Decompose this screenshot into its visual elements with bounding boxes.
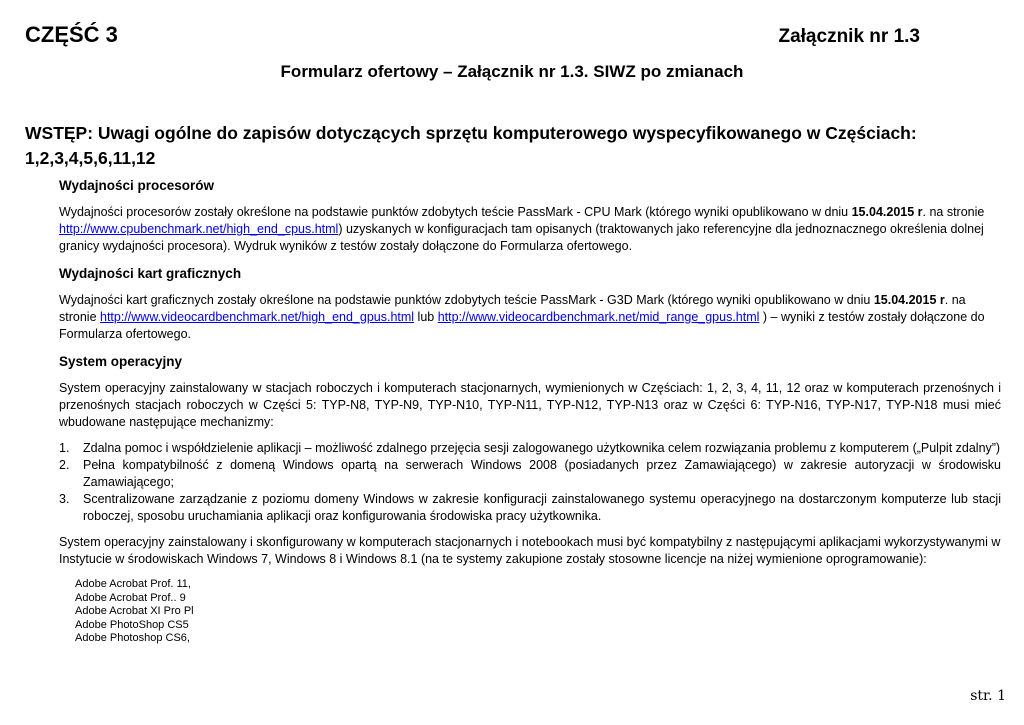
software-item: Adobe Photoshop CS6, [75, 632, 190, 644]
list-item-text: Pełna kompatybilność z domeną Windows opartą na serwerach Windows 2008 (posiadanych przez Zamawiającego) w zakresie autoryzacji w środowisku Zamawiającego; [83, 458, 1001, 489]
cpu-paragraph [59, 204, 1001, 255]
part-heading: CZĘŚĆ 3 [25, 22, 118, 47]
gpu-heading: Wydajności kart graficznych [59, 266, 242, 281]
list-item-number: 3. [59, 492, 70, 506]
list-item-text: Zdalna pomoc i współdzielenie aplikacji – możliwość zdalnego przejęcia sesji zalogowanego użytkownika celem rozwiązania problemu z komputerem („Pulpit zdalny”) [83, 441, 1001, 455]
software-item: Adobe Acrobat XI Pro Pl [75, 605, 194, 617]
gpu-text-1: Wydajności kart graficznych zostały określone na podstawie punktów zdobytych teście PassMark - G3D Mark (którego wyniki opublikowano w dniu [59, 293, 874, 307]
gpu-paragraph [59, 292, 1001, 343]
os-paragraph: System operacyjny zainstalowany w stacjach roboczych i komputerach stacjonarnych, wymienionych w Częściach: 1, 2, 3, 4, 11, 12 oraz w komputerach przenośnych i przenośnych stacjach roboczych w Części 5: TYP-N8, TYP-N9, TYP-N10, TYP-N11, TYP-N12, TYP-N13 oraz w Części 6: TYP-N16, TYP-N17, TYP-N18 musi mieć wbudowane następujące mechanizmy: [59, 381, 1001, 429]
os-mechanism-list [59, 440, 1001, 525]
list-item-text: Scentralizowane zarządzanie z poziomu domeny Windows w zakresie konfiguracji zainstalowanego systemu operacyjnego na dostarczonym komputerze lub stacji roboczej, sposobu uruchamiania aplikacji oraz konfigurowania środowiska pracy użytkownika. [83, 492, 1001, 523]
cpu-heading: Wydajności procesorów [59, 178, 215, 193]
gpu-text-2: . na stronie [59, 293, 966, 324]
gpu-high-end-link[interactable]: http://www.videocardbenchmark.net/high_end_gpus.html [100, 310, 415, 324]
os-heading: System operacyjny [59, 354, 183, 369]
list-item [59, 457, 1001, 491]
software-item: Adobe Acrobat Prof. 11, [75, 578, 191, 590]
cpu-date: 15.04.2015 r [851, 205, 923, 219]
form-title: Formularz ofertowy – Załącznik nr 1.3. SIWZ po zmianach [280, 62, 744, 81]
list-item [59, 491, 1001, 525]
gpu-date: 15.04.2015 r [873, 293, 945, 307]
list-item-number: 1. [59, 441, 70, 455]
page-number: str. 1 [970, 688, 1006, 704]
software-item: Adobe Acrobat Prof.. 9 [75, 591, 186, 604]
list-item [59, 440, 1001, 457]
document-body [59, 176, 1001, 646]
cpu-benchmark-link[interactable]: http://www.cpubenchmark.net/high_end_cpus.html [59, 222, 339, 236]
gpu-text-3: lub [414, 310, 438, 324]
list-item-number: 2. [59, 458, 70, 472]
cpu-text-1: Wydajności procesorów zostały określone na podstawie punktów zdobytych teście PassMark - CPU Mark (którego wyniki opublikowano w dniu [59, 205, 852, 219]
software-item: Adobe PhotoShop CS5 [75, 618, 189, 631]
gpu-mid-range-link[interactable]: http://www.videocardbenchmark.net/mid_range_gpus.html [437, 310, 760, 324]
annex-number: Załącznik nr 1.3 [778, 26, 920, 47]
cpu-text-3: ) uzyskanych w konfiguracjach tam opisanych (traktowanych jako referencyjne dla jednoznacznego określenia dolnej granicy wydajności procesora). Wydruk wyników z testów zostały dołączone do Formularza ofertowego. [59, 222, 984, 253]
software-list [75, 578, 1001, 646]
os-compat-paragraph: System operacyjny zainstalowany i skonfigurowany w komputerach stacjonarnych i notebookach musi być kompatybilny z następującymi aplikacjami wykorzystywanymi w Instytucie w środowiskach Windows 7, Windows 8 i Windows 8.1 (na te systemy zakupione zostały stosowne licencje na niżej wymienione oprogramowanie): [59, 535, 1001, 566]
intro-heading: WSTĘP: Uwagi ogólne do zapisów dotyczących sprzętu komputerowego wyspecyfikowanego w Częściach: 1,2,3,4,5,6,11,12 [25, 123, 917, 168]
cpu-text-2: . na stronie [922, 205, 985, 219]
gpu-text-4: ) – wyniki z testów zostały dołączone do Formularza ofertowego. [59, 310, 985, 341]
